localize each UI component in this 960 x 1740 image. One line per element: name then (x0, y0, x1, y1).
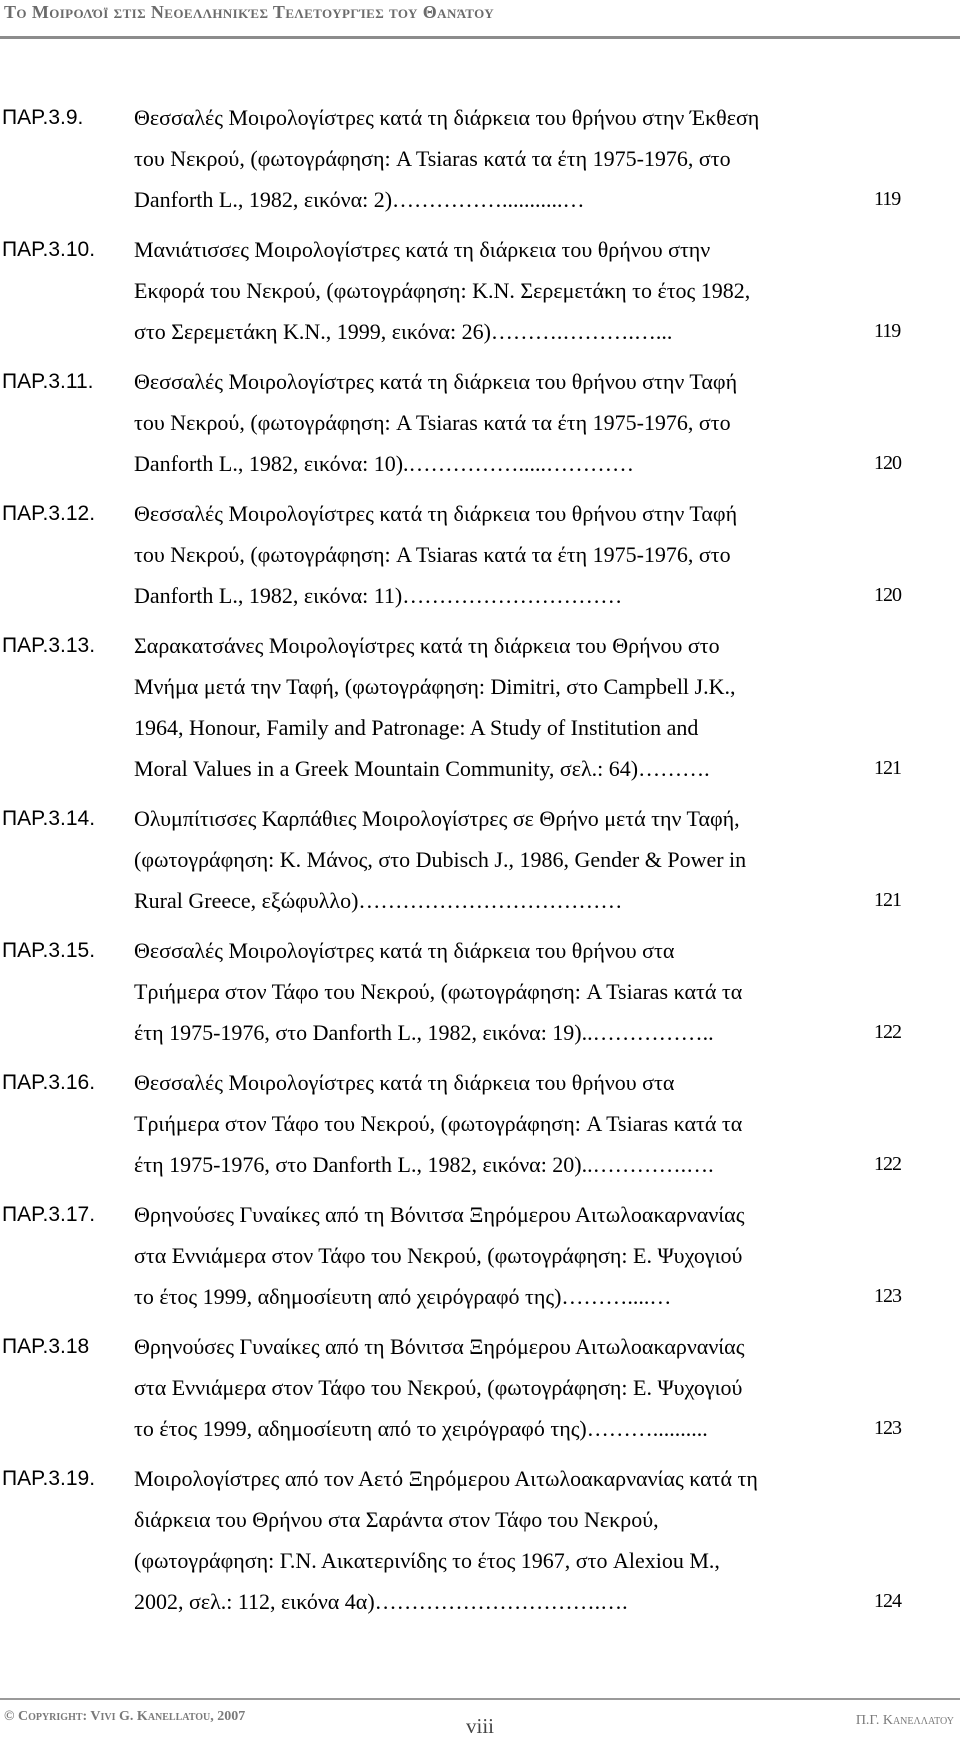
entry-page-number: 123 (874, 1285, 901, 1307)
entry-line: Danforth L., 1982, εικόνα: 2)……………...........… (134, 187, 585, 212)
entry-description (134, 798, 840, 921)
entry-line: Μοιρολογίστρες από τον Αετό Ξηρόμερου Αιτωλοακαρνανίας κατά τη (134, 1466, 758, 1491)
entry-page-number: 123 (874, 1417, 901, 1439)
entry-page-number: 119 (874, 188, 901, 210)
entry-code: ΠΑΡ.3.9. (2, 106, 84, 129)
footer-author-initials: Π.Γ. Κανελλατου (855, 1713, 954, 1728)
entry-page-number: 120 (874, 584, 901, 606)
entry-line: Θεσσαλές Μοιρολογίστρες κατά τη διάρκεια του θρήνου στα (134, 1070, 675, 1095)
entry-description (134, 625, 840, 789)
entry-line: Θρηνούσες Γυναίκες από τη Βόνιτσα Ξηρόμερου Αιτωλοακαρνανίας (134, 1202, 745, 1227)
entry-line: Ολυμπίτισσες Καρπάθιες Μοιρολογίστρες σε Θρήνο μετά την Ταφή, (134, 806, 740, 831)
entry-code: ΠΑΡ.3.10. (2, 238, 96, 261)
footer-divider (0, 1698, 960, 1700)
running-header: Το Μοιρολόϊ στις Νεοελληνικές Τελετουργίες του Θανάτου (4, 2, 495, 22)
entry-line: Θεσσαλές Μοιρολογίστρες κατά τη διάρκεια του θρήνου στην Ταφή (134, 501, 738, 526)
entry-code: ΠΑΡ.3.11. (2, 370, 94, 393)
entry-page-number: 121 (874, 757, 901, 779)
entry-spacer (0, 1449, 960, 1458)
entry-description (134, 1062, 840, 1185)
entry-description (134, 361, 840, 484)
entry-line: Μανιάτισσες Μοιρολογίστρες κατά τη διάρκεια του θρήνου στην (134, 237, 711, 262)
footer-page-number: viii (465, 1714, 494, 1738)
entry-code: ΠΑΡ.3.16. (2, 1071, 96, 1094)
entry-spacer (0, 1053, 960, 1062)
entry-line: Rural Greece, εξώφυλλο)……………………………… (134, 888, 623, 913)
entry-line: (φωτογράφηση: Κ. Μάνος, στο Dubisch J., 1986, Gender & Power in (134, 847, 747, 872)
entry-line: Θεσσαλές Μοιρολογίστρες κατά τη διάρκεια του θρήνου στην Έκθεση (134, 105, 760, 130)
entry-line: Εκφορά του Νεκρού, (φωτογράφηση: Κ.Ν. Σερεμετάκη το έτος 1982, (134, 278, 751, 303)
entry-line: του Νεκρού, (φωτογράφηση: A Tsiaras κατά τα έτη 1975-1976, στο (134, 146, 731, 171)
entry-line: το έτος 1999, αδημοσίευτη από το χειρόγραφό της)……….......... (134, 1416, 708, 1441)
entry-line: στα Εννιάμερα στον Τάφο του Νεκρού, (φωτογράφηση: Ε. Ψυχογιού (134, 1243, 743, 1268)
entry-code: ΠΑΡ.3.19. (2, 1467, 96, 1490)
entry-code: ΠΑΡ.3.15. (2, 939, 96, 962)
entry-spacer (0, 484, 960, 493)
toc-entry (0, 625, 960, 789)
entry-description (134, 1326, 840, 1449)
entry-line: (φωτογράφηση: Γ.Ν. Αικατερινίδης το έτος 1967, στο Alexiou M., (134, 1548, 720, 1573)
toc-entry (0, 229, 960, 352)
toc-entry (0, 97, 960, 220)
entry-line: το έτος 1999, αδημοσίευτη από χειρόγραφό της)………....… (134, 1284, 672, 1309)
entry-page-number: 124 (874, 1590, 901, 1612)
entry-line: Θεσσαλές Μοιρολογίστρες κατά τη διάρκεια του θρήνου στην Ταφή (134, 369, 738, 394)
entry-line: στο Σερεμετάκη Κ.Ν., 1999, εικόνα: 26)……….……….…... (134, 319, 673, 344)
entry-line: Danforth L., 1982, εικόνα: 10).…………….....………… (134, 451, 635, 476)
entry-line: Moral Values in a Greek Mountain Community, σελ.: 64)………. (134, 756, 710, 781)
entry-spacer (0, 220, 960, 229)
entry-page-number: 120 (874, 452, 901, 474)
entry-line: 2002, σελ.: 112, εικόνα 4α)………………………….…. (134, 1589, 628, 1614)
header-divider (0, 36, 960, 39)
entry-line: έτη 1975-1976, στο Danforth L., 1982, εικόνα: 20)..………….…. (134, 1152, 714, 1177)
toc-entry (0, 930, 960, 1053)
toc-entry (0, 1062, 960, 1185)
entry-line: του Νεκρού, (φωτογράφηση: A Tsiaras κατά τα έτη 1975-1976, στο (134, 410, 731, 435)
toc-entry (0, 1458, 960, 1622)
entry-spacer (0, 352, 960, 361)
footer-copyright: © Copyright: Vivi G. Kanellatou, 2007 (4, 1709, 246, 1724)
entry-line: Σαρακατσάνες Μοιρολογίστρες κατά τη διάρκεια του Θρήνου στο (134, 633, 720, 658)
toc-entry (0, 361, 960, 484)
entry-description (134, 229, 840, 352)
entry-line: έτη 1975-1976, στο Danforth L., 1982, εικόνα: 19)..…………….. (134, 1020, 714, 1045)
entry-spacer (0, 616, 960, 625)
entry-page-number: 121 (874, 889, 901, 911)
entry-spacer (0, 921, 960, 930)
entry-code: ΠΑΡ.3.12. (2, 502, 96, 525)
entry-code: ΠΑΡ.3.18 (2, 1335, 90, 1358)
entry-spacer (0, 789, 960, 798)
entry-page-number: 119 (874, 320, 901, 342)
entry-page-number: 122 (874, 1021, 901, 1043)
entry-line: Danforth L., 1982, εικόνα: 11)………………………… (134, 583, 623, 608)
toc-entry (0, 493, 960, 616)
toc-entry (0, 1194, 960, 1317)
entry-line: Μνήμα μετά την Ταφή, (φωτογράφηση: Dimitri, στο Campbell J.K., (134, 674, 736, 699)
entry-line: Τριήμερα στον Τάφο του Νεκρού, (φωτογράφηση: A Tsiaras κατά τα (134, 1111, 743, 1136)
entry-description (134, 1458, 840, 1622)
entry-line: του Νεκρού, (φωτογράφηση: A Tsiaras κατά τα έτη 1975-1976, στο (134, 542, 731, 567)
entry-line: Θεσσαλές Μοιρολογίστρες κατά τη διάρκεια του θρήνου στα (134, 938, 675, 963)
entry-spacer (0, 1185, 960, 1194)
entry-line: Θρηνούσες Γυναίκες από τη Βόνιτσα Ξηρόμερου Αιτωλοακαρνανίας (134, 1334, 745, 1359)
entry-description (134, 97, 840, 220)
entry-description (134, 1194, 840, 1317)
entry-line: διάρκεια του Θρήνου στα Σαράντα στον Τάφο του Νεκρού, (134, 1507, 659, 1532)
list-of-figures (0, 97, 960, 1622)
entry-description (134, 493, 840, 616)
entry-description (134, 930, 840, 1053)
toc-entry (0, 798, 960, 921)
entry-line: στα Εννιάμερα στον Τάφο του Νεκρού, (φωτογράφηση: Ε. Ψυχογιού (134, 1375, 743, 1400)
toc-entry (0, 1326, 960, 1449)
entry-line: Τριήμερα στον Τάφο του Νεκρού, (φωτογράφηση: A Tsiaras κατά τα (134, 979, 743, 1004)
entry-spacer (0, 1317, 960, 1326)
entry-code: ΠΑΡ.3.13. (2, 634, 96, 657)
entry-code: ΠΑΡ.3.17. (2, 1203, 96, 1226)
entry-line: 1964, Honour, Family and Patronage: A Study of Institution and (134, 715, 699, 740)
entry-page-number: 122 (874, 1153, 901, 1175)
entry-code: ΠΑΡ.3.14. (2, 807, 96, 830)
